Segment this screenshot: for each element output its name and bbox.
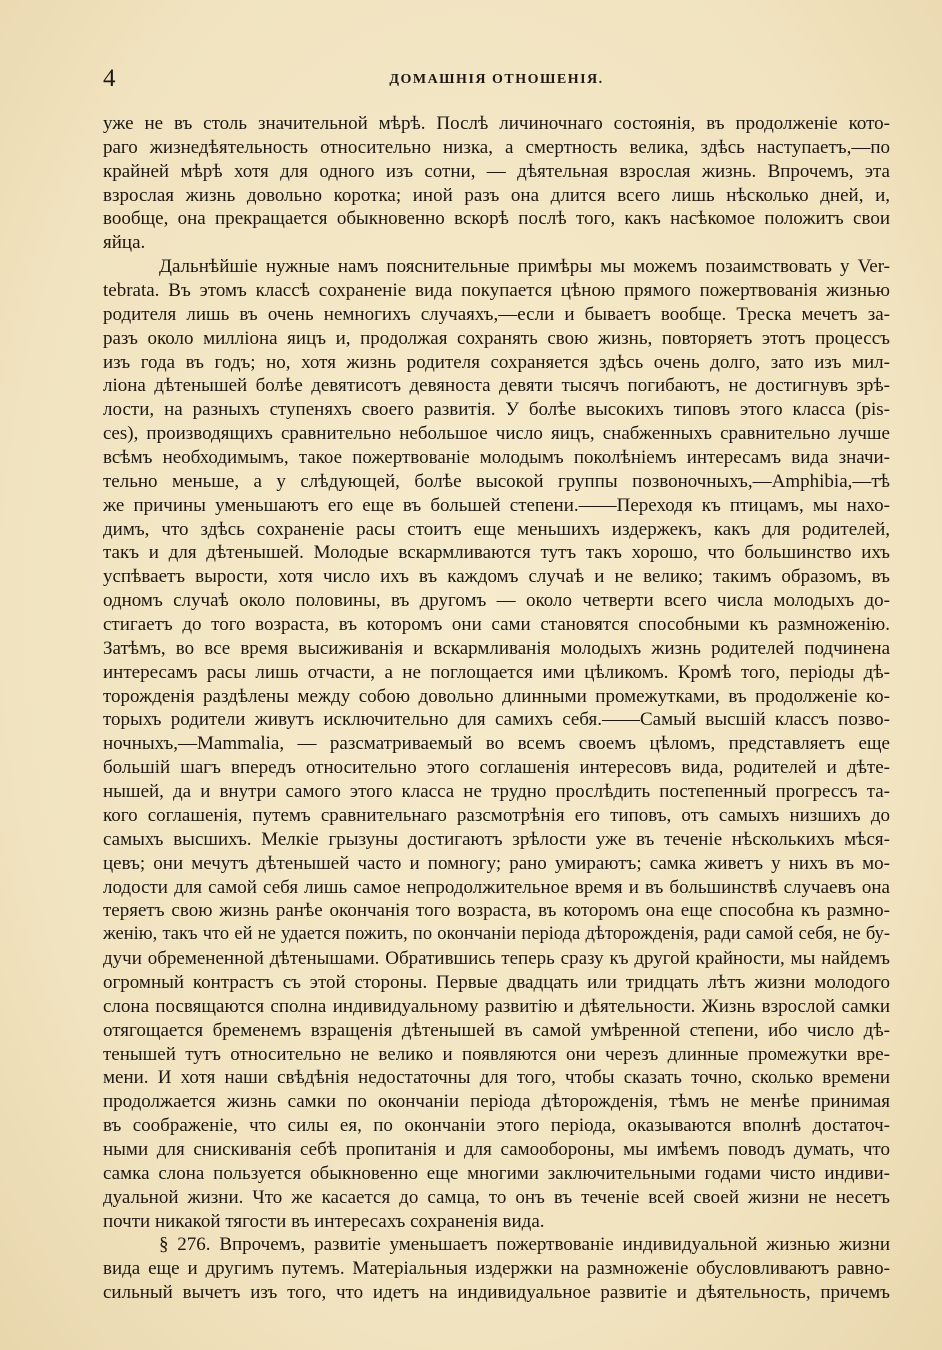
text-line: ліона дѣтенышей болѣе девятисотъ девяноста девяти тысячъ погибаютъ, не достигнувъ зрѣ- bbox=[103, 375, 890, 397]
text-line: цевъ; они мечутъ дѣтенышей часто и помногу; рано умираютъ; самка живетъ у нихъ въ мо- bbox=[103, 852, 890, 874]
text-line: ными для снискиванія себѣ пропитанія и для самообороны, мы имѣемъ поводъ думать, что bbox=[103, 1138, 890, 1160]
text-line: торожденія раздѣлены между собою довольно длинными промежутками, въ продолженіе ко- bbox=[103, 685, 890, 707]
text-line: большій шагъ впередъ относительно этого соглашенія интересовъ вида, родителей и дѣте- bbox=[103, 757, 890, 779]
text-line: мени. И хотя наши свѣдѣнія недостаточны для того, чтобы сказать точно, сколько времени bbox=[103, 1067, 890, 1089]
text-line: разъ около милліона яицъ и, продолжая сохранять свою жизнь, повторяетъ этотъ процессъ bbox=[103, 327, 890, 349]
text-line: огромный контрастъ съ этой стороны. Первые двадцать или тридцать лѣтъ жизни молодого bbox=[103, 971, 890, 993]
text-line: торыхъ родители живутъ исключительно для самихъ себя.——Самый высшій классъ позво- bbox=[103, 709, 890, 731]
text-line: ces), производящихъ сравнительно небольшое число яицъ, снабженныхъ сравнительно лучше bbox=[103, 423, 890, 445]
page-header bbox=[103, 64, 890, 94]
text-line: самыхъ высшихъ. Мелкіе грызуны достигаютъ зрѣлости уже въ теченіе нѣсколькихъ мѣся- bbox=[103, 828, 890, 850]
text-line: крайней мѣрѣ хотя для одного изъ сотни, — дѣятельная взрослая жизнь. Впрочемъ, эта bbox=[103, 160, 890, 182]
text-line: tebrata. Въ этомъ классѣ сохраненіе вида покупается цѣною прямого пожертвованія жизнью bbox=[103, 280, 890, 302]
text-line: раго жизнедѣятельность относительно низка, а смертность велика, здѣсь наступаетъ,—по bbox=[103, 136, 890, 158]
text-line: вообще, она прекращается обыкновенно вскорѣ послѣ того, какъ насѣкомое положитъ свои bbox=[103, 208, 890, 230]
text-line: женію, такъ что ей не удается пожить, по окончаніи періода дѣторожденія, ради самой себя, не бу- bbox=[103, 924, 890, 945]
text-line: лодости для самой себя лишь самое непродолжительное время и въ большинствѣ случаевъ она bbox=[103, 876, 890, 898]
text-line: стигаетъ до того возраста, въ которомъ они сами становятся способными къ размноженію. bbox=[103, 614, 890, 636]
text-line: лости, на разныхъ ступеняхъ своего развитія. У болѣе высокихъ типовъ этого класса (pis- bbox=[103, 399, 890, 421]
text-line: димъ, что здѣсь сохраненіе расы стоитъ еще меньшихъ издержекъ, какъ для родителей, bbox=[103, 518, 890, 540]
text-line: кого соглашенія, путемъ сравнительнаго разсмотрѣнія его типовъ, отъ самыхъ низшихъ до bbox=[103, 804, 890, 826]
text-line: въ соображеніе, что силы ея, по окончаніи этого періода, оказываются вполнѣ достаточ- bbox=[103, 1115, 890, 1137]
text-line: почти никакой тягости въ интересахъ сохраненія вида. bbox=[103, 1210, 545, 1232]
text-line: одномъ случаѣ около половины, въ другомъ — около четверти всего числа молодыхъ до- bbox=[103, 590, 890, 612]
text-line: Затѣмъ, во все время высиживанія и вскармливанія молодыхъ жизнь родителей подчинена bbox=[103, 637, 890, 659]
text-line: продолжается жизнь самки по окончаніи періода дѣторожденія, тѣмъ не менѣе принимая bbox=[103, 1091, 890, 1113]
text-line: яйца. bbox=[103, 232, 146, 254]
text-line: § 276. Впрочемъ, развитіе уменьшаетъ пожертвованіе индивидуальной жизнью жизни bbox=[159, 1234, 890, 1256]
text-line: интересамъ расы лишь отчасти, а не поглощается ими цѣликомъ. Кромѣ того, періоды дѣ- bbox=[103, 661, 890, 683]
text-line: теряетъ свою жизнь ранѣе окончанія того возраста, въ которомъ она еще способна къ размно- bbox=[103, 900, 890, 922]
text-line: ночныхъ,—Mammalia, — разсматриваемый во всемъ своемъ цѣломъ, представляетъ еще bbox=[103, 733, 890, 755]
text-line: дучи обремененной дѣтенышами. Обратившись теперь сразу къ другой крайности, мы найдемъ bbox=[103, 948, 890, 970]
text-line: родителя лишь въ очень немногихъ случаяхъ,—если и бываетъ вообще. Треска мечетъ за- bbox=[103, 303, 890, 325]
text-line: тельно меньше, а у слѣдующей, болѣе высокой группы позвоночныхъ,—Amphibia,—тѣ bbox=[103, 470, 890, 492]
text-line: Дальнѣйшіе нужные намъ пояснительные примѣры мы можемъ позаимствовать у Ver- bbox=[159, 256, 890, 278]
text-line: самка слона пользуется обыкновенно еще многими заключительными годами чисто индиви- bbox=[103, 1162, 890, 1184]
text-line: тенышей тутъ относительно не велико и появляются они черезъ длинные промежутки вре- bbox=[103, 1043, 890, 1065]
running-title: ДОМАШНІЯ ОТНОШЕНІЯ. bbox=[389, 72, 604, 87]
body-text bbox=[103, 112, 890, 1305]
text-line: взрослая жизнь довольно коротка; иной разъ она длится всего лишь нѣсколько дней, и, bbox=[103, 184, 890, 206]
text-line: успѣваетъ вырости, хотя число ихъ въ каждомъ случаѣ и не велико; такимъ образомъ, въ bbox=[103, 566, 890, 588]
text-line: уже не въ столь значительной мѣрѣ. Послѣ личиночнаго состоянія, въ продолженіе кото- bbox=[103, 113, 890, 134]
text-line: всѣмъ необходимымъ, такое пожертвованіе молодымъ поколѣніемъ интересамъ вида значи- bbox=[103, 447, 890, 469]
page-number: 4 bbox=[103, 65, 116, 92]
text-line: отягощается бременемъ взращенія дѣтенышей въ самой умѣренной степени, ибо число дѣ- bbox=[103, 1019, 890, 1041]
text-line: сильный вычетъ изъ того, что идетъ на индивидуальное развитіе и дѣятельность, причемъ bbox=[103, 1282, 890, 1304]
text-line: вида еще и другимъ путемъ. Матеріальныя издержки на размноженіе обусловливаютъ равно- bbox=[103, 1258, 890, 1280]
text-line: же причины уменьшаютъ его еще въ большей степени.——Переходя къ птицамъ, мы нахо- bbox=[103, 494, 890, 516]
text-line: изъ года въ годъ; но, хотя жизнь родителя сохраняется здѣсь очень долго, зато изъ мил- bbox=[103, 351, 890, 373]
text-line: нышей, да и внутри самого этого класса не трудно прослѣдить постепенный прогрессъ та- bbox=[103, 781, 890, 803]
text-line: такъ и для дѣтенышей. Молодые вскармливаются тутъ такъ хорошо, что большинство ихъ bbox=[103, 542, 890, 564]
text-line: дуальной жизни. Что же касается до самца, то онъ въ теченіе всей своей жизни не несетъ bbox=[103, 1186, 890, 1208]
text-line: слона посвящаются сполна индивидуальному развитію и дѣятельности. Жизнь взрослой самки bbox=[103, 995, 890, 1017]
